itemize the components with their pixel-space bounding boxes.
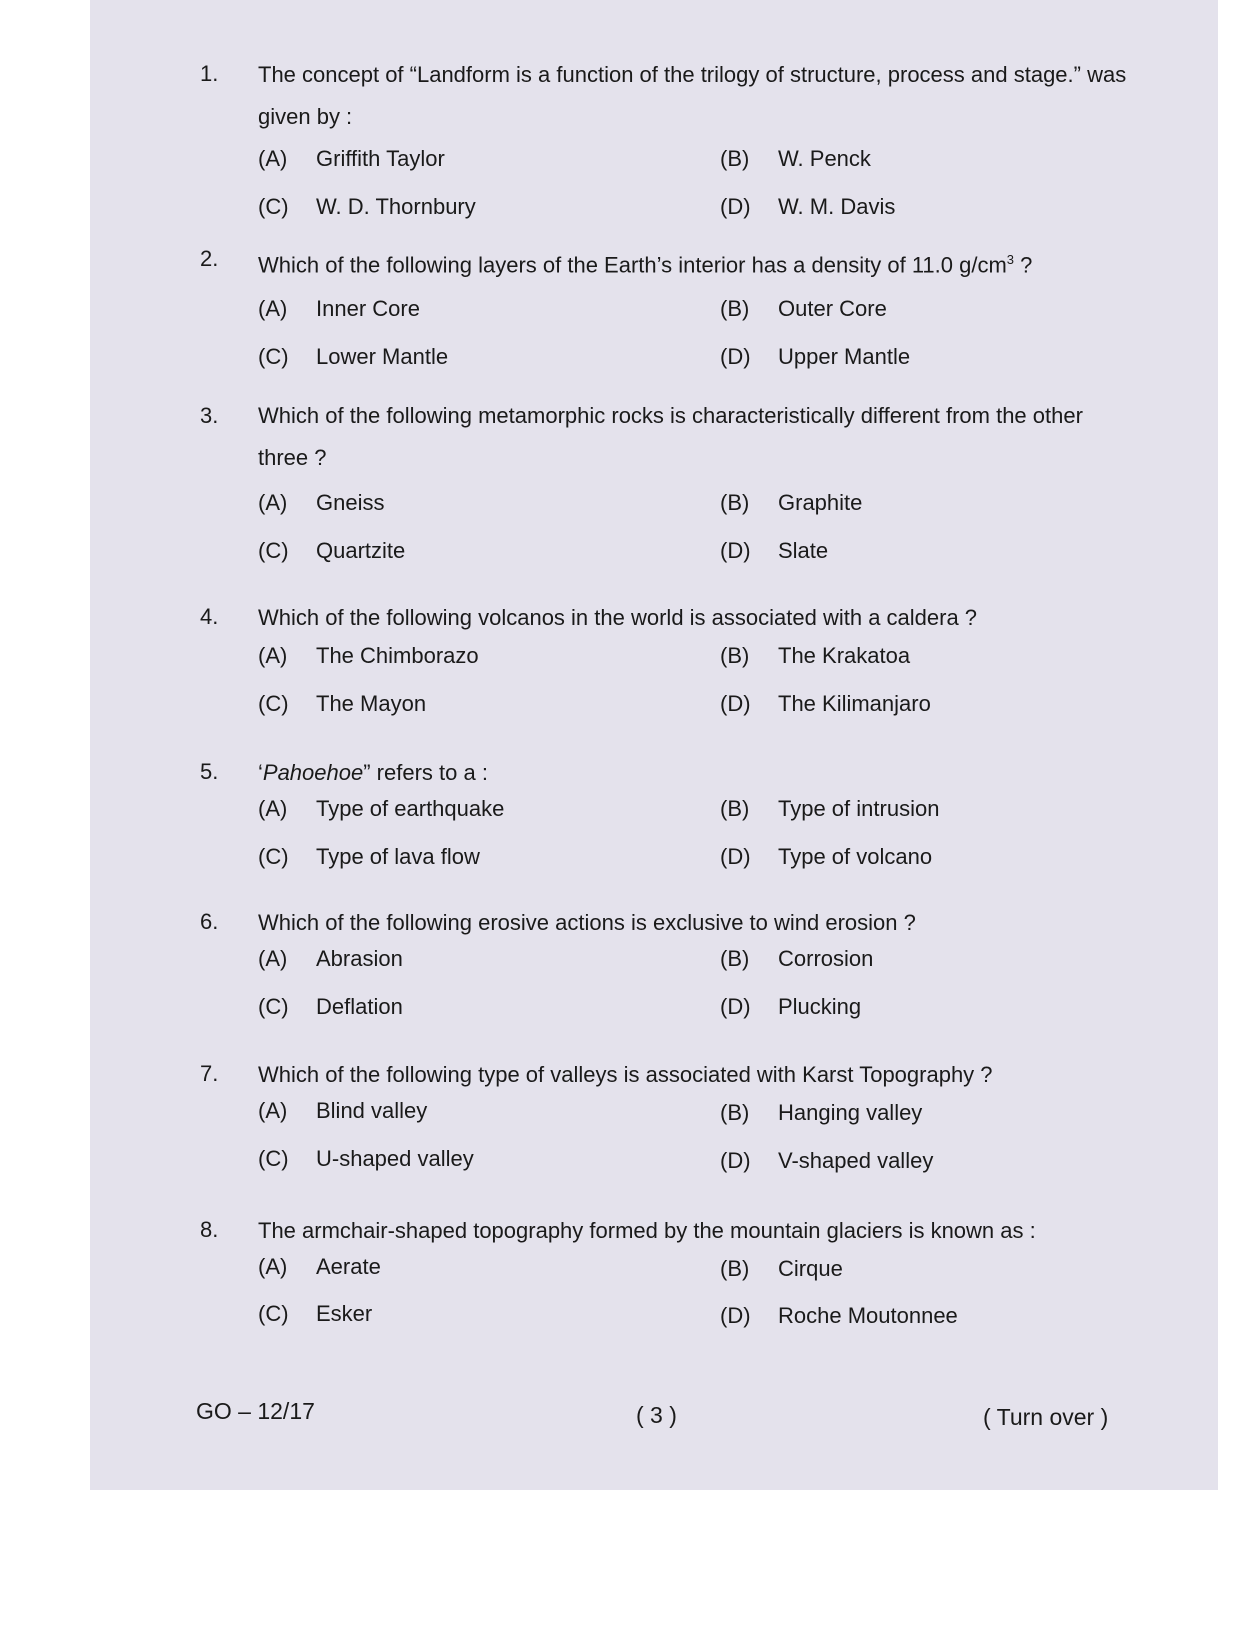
option-a: (A) The Chimborazo <box>258 643 479 668</box>
option-d: (D) Type of volcano <box>720 844 933 869</box>
option-d: (D) The Kilimanjaro <box>720 691 931 716</box>
question-text: Which of the following layers of the Earth’s interior has a density of 11.0 $g/cm^3$ ? <box>258 252 1033 278</box>
option-b: (B) W. Penck <box>720 146 871 171</box>
option-c: (C) Deflation <box>258 994 403 1019</box>
option-d: (D) V-shaped valley <box>720 1148 934 1173</box>
option-c: (C) U-shaped valley <box>258 1146 474 1171</box>
question-text: Which of the following metamorphic rocks is characteristically different from the other three ? <box>258 403 1083 470</box>
option-d: (D) W. M. Davis <box>720 194 896 219</box>
page-number: ( 3 ) <box>636 1402 677 1428</box>
option-b: (B) Hanging valley <box>720 1100 923 1125</box>
option-c: (C) W. D. Thornbury <box>258 194 476 219</box>
question-number: 5. <box>200 759 219 784</box>
question-text: Which of the following type of valleys is associated with Karst Topography ? <box>258 1062 993 1087</box>
option-b: (B) Graphite <box>720 490 863 515</box>
question-number: 7. <box>200 1061 219 1086</box>
turn-over-note: ( Turn over ) <box>983 1404 1109 1430</box>
option-a: (A) Inner Core <box>258 296 420 321</box>
question-number: 6. <box>200 909 219 934</box>
question-text: Which of the following volcanos in the world is associated with a caldera ? <box>258 605 978 630</box>
option-a: (A) Type of earthquake <box>258 796 505 821</box>
question-number: 3. <box>200 403 219 428</box>
option-c: (C) Quartzite <box>258 538 406 563</box>
option-d: (D) Slate <box>720 538 829 563</box>
option-c: (C) The Mayon <box>258 691 427 716</box>
question-number: 4. <box>200 604 219 629</box>
question-text: The concept of “Landform is a function of the trilogy of structure, process and stage.” was given by : <box>258 62 1127 129</box>
question-number: 8. <box>200 1217 219 1242</box>
option-c: (C) Esker <box>258 1301 373 1326</box>
option-a: (A) Blind valley <box>258 1098 428 1123</box>
option-a: (A) Aerate <box>258 1254 381 1279</box>
option-a: (A) Griffith Taylor <box>258 146 445 171</box>
question-number: 1. <box>200 61 219 86</box>
question-text: ‘Pahoehoe” refers to a : <box>258 760 488 785</box>
option-d: (D) Roche Moutonnee <box>720 1303 958 1328</box>
option-c: (C) Lower Mantle <box>258 344 449 369</box>
option-a: (A) Abrasion <box>258 946 403 971</box>
option-a: (A) Gneiss <box>258 490 385 515</box>
question-number: 2. <box>200 246 219 271</box>
question-text: The armchair-shaped topography formed by the mountain glaciers is known as : <box>258 1218 1036 1243</box>
option-b: (B) The Krakatoa <box>720 643 911 668</box>
option-b: (B) Outer Core <box>720 296 887 321</box>
option-b: (B) Type of intrusion <box>720 796 940 821</box>
option-c: (C) Type of lava flow <box>258 844 480 869</box>
question-text: Which of the following erosive actions is exclusive to wind erosion ? <box>258 910 916 935</box>
option-b: (B) Cirque <box>720 1256 843 1281</box>
paper-code: GO – 12/17 <box>196 1398 315 1424</box>
option-b: (B) Corrosion <box>720 946 874 971</box>
option-d: (D) Upper Mantle <box>720 344 911 369</box>
option-d: (D) Plucking <box>720 994 862 1019</box>
